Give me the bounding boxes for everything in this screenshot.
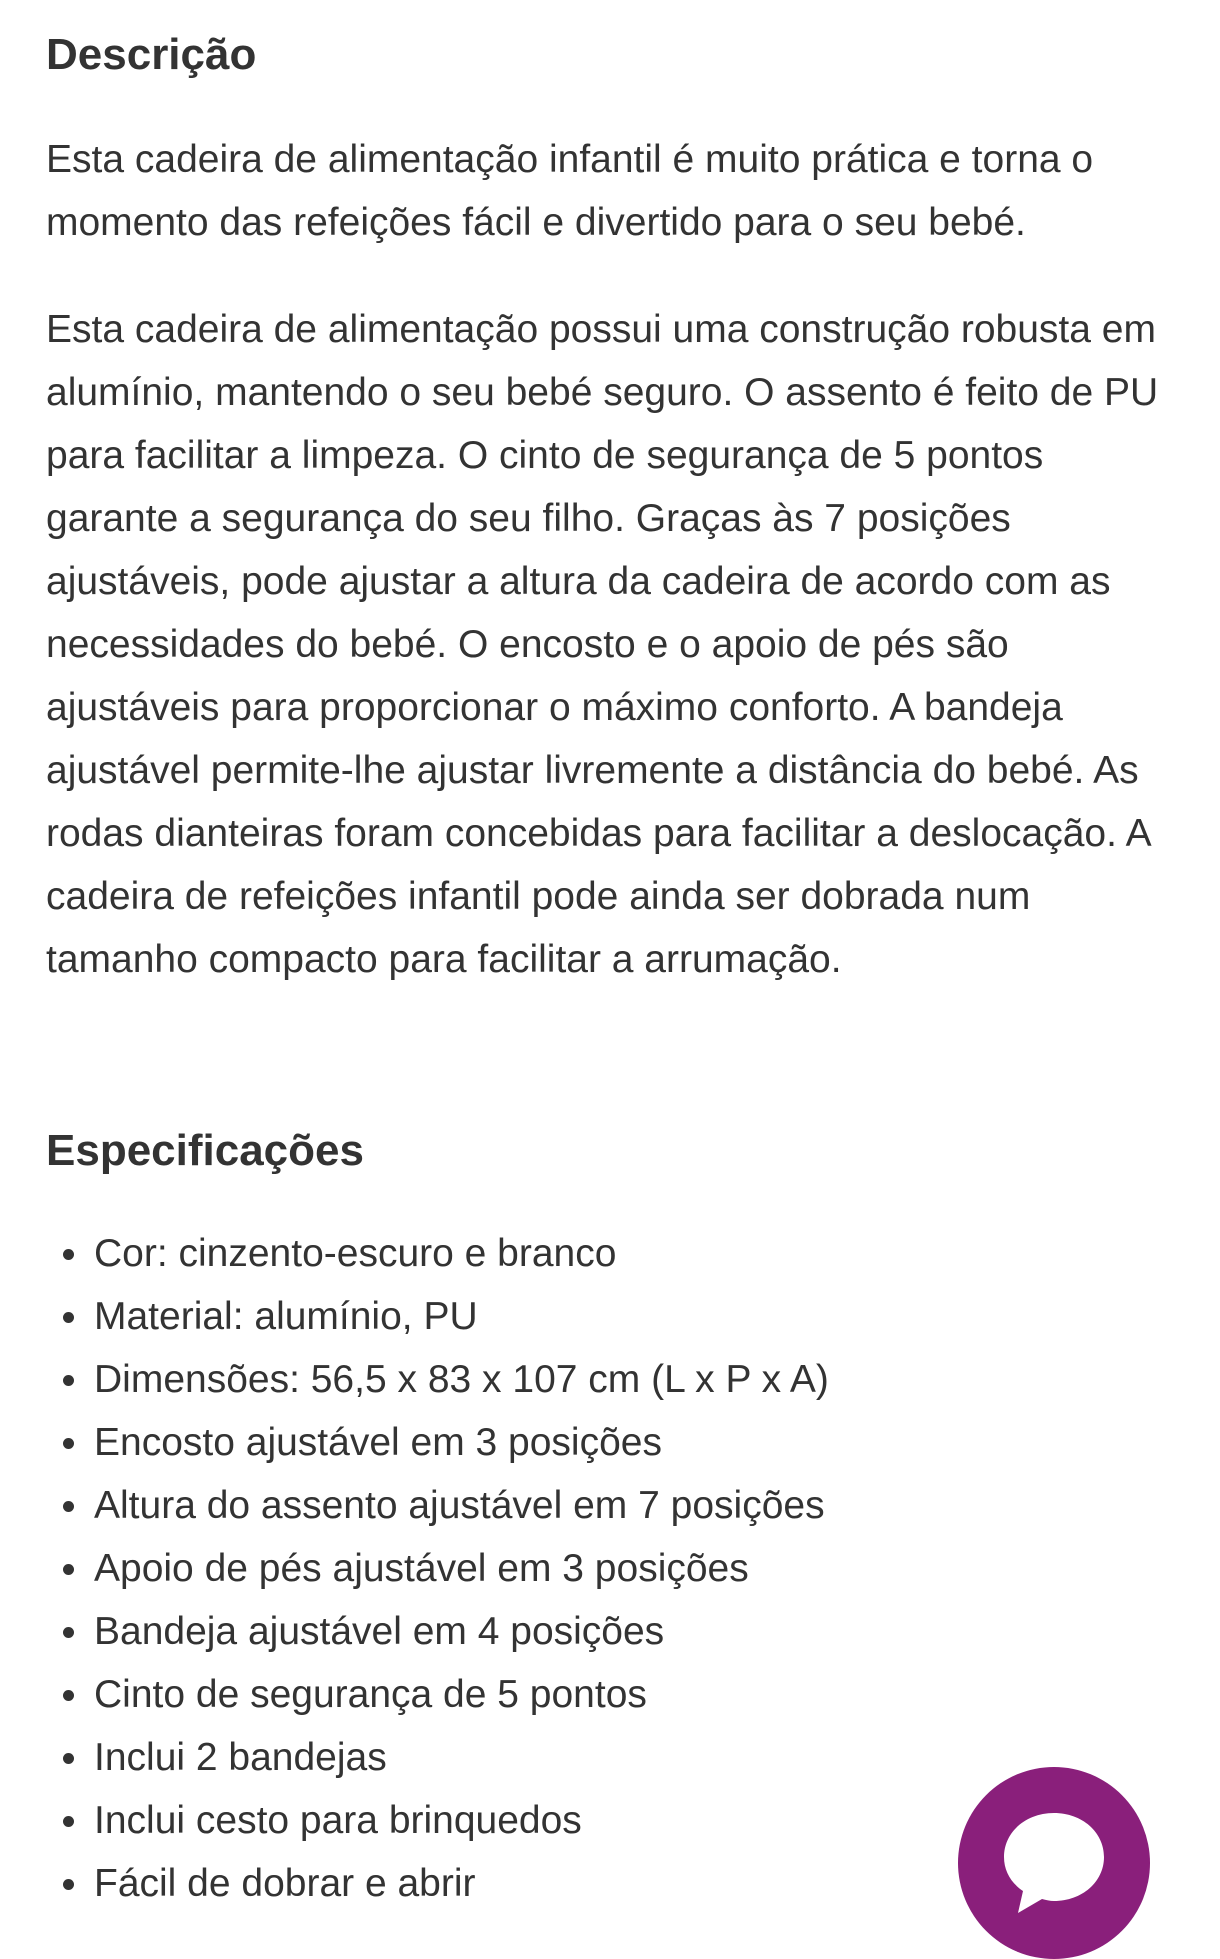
description-paragraph-2: Esta cadeira de alimentação possui uma construção robusta em alumínio, mantendo o seu bebé seguro. O assento é feito de PU para facilitar a limpeza. O cinto de segurança de 5 pontos garante a segurança do seu filho. Graças às 7 posições ajustáveis, pode ajustar a altura da cadeira de acordo com as necessidades do bebé. O encosto e o apoio de pés são ajustáveis para proporcionar o máximo conforto. A bandeja ajustável permite-lhe ajustar livremente a distância do bebé. As rodas dianteiras foram concebidas para facilitar a deslocação. A cadeira de refeições infantil pode ainda ser dobrada num tamanho compacto para facilitar a arrumação. — [46, 308, 1159, 981]
description-heading: Descrição — [46, 30, 257, 79]
spec-item-text: Cinto de segurança de 5 pontos — [94, 1673, 647, 1716]
description-paragraph-1: Esta cadeira de alimentação infantil é muito prática e torna o momento das refeições fácil e divertido para o seu bebé. — [46, 138, 1094, 244]
bullet-icon — [63, 1816, 74, 1827]
spec-item — [46, 1474, 1186, 1537]
bullet-icon — [63, 1501, 74, 1512]
spec-item-text: Cor: cinzento-escuro e branco — [94, 1232, 617, 1275]
spec-item-text: Apoio de pés ajustável em 3 posições — [94, 1547, 749, 1590]
bullet-icon — [63, 1375, 74, 1386]
chat-button[interactable] — [958, 1767, 1150, 1959]
product-details — [46, 22, 1186, 1915]
bullet-icon — [63, 1627, 74, 1638]
spec-item-text: Inclui 2 bandejas — [94, 1736, 387, 1779]
spec-item — [46, 1537, 1186, 1600]
spec-item-text: Encosto ajustável em 3 posições — [94, 1421, 662, 1464]
bullet-icon — [63, 1312, 74, 1323]
spec-item-text: Material: alumínio, PU — [94, 1295, 478, 1338]
spec-item — [46, 1411, 1186, 1474]
spec-item-text: Altura do assento ajustável em 7 posições — [94, 1484, 825, 1527]
spec-item-text: Dimensões: 56,5 x 83 x 107 cm (L x P x A) — [94, 1358, 829, 1401]
specifications-heading: Especificações — [46, 1126, 364, 1175]
bullet-icon — [63, 1690, 74, 1701]
spec-item — [46, 1600, 1186, 1663]
spec-item-text: Bandeja ajustável em 4 posições — [94, 1610, 665, 1653]
bullet-icon — [63, 1753, 74, 1764]
bullet-icon — [63, 1249, 74, 1260]
spec-item — [46, 1222, 1186, 1285]
spec-item — [46, 1663, 1186, 1726]
spec-item — [46, 1285, 1186, 1348]
spec-item-text: Fácil de dobrar e abrir — [94, 1862, 476, 1905]
bullet-icon — [63, 1438, 74, 1449]
spec-item-text: Inclui cesto para brinquedos — [94, 1799, 582, 1842]
spec-item — [46, 1348, 1186, 1411]
bullet-icon — [63, 1564, 74, 1575]
chat-bubble-icon — [998, 1807, 1110, 1919]
bullet-icon — [63, 1879, 74, 1890]
